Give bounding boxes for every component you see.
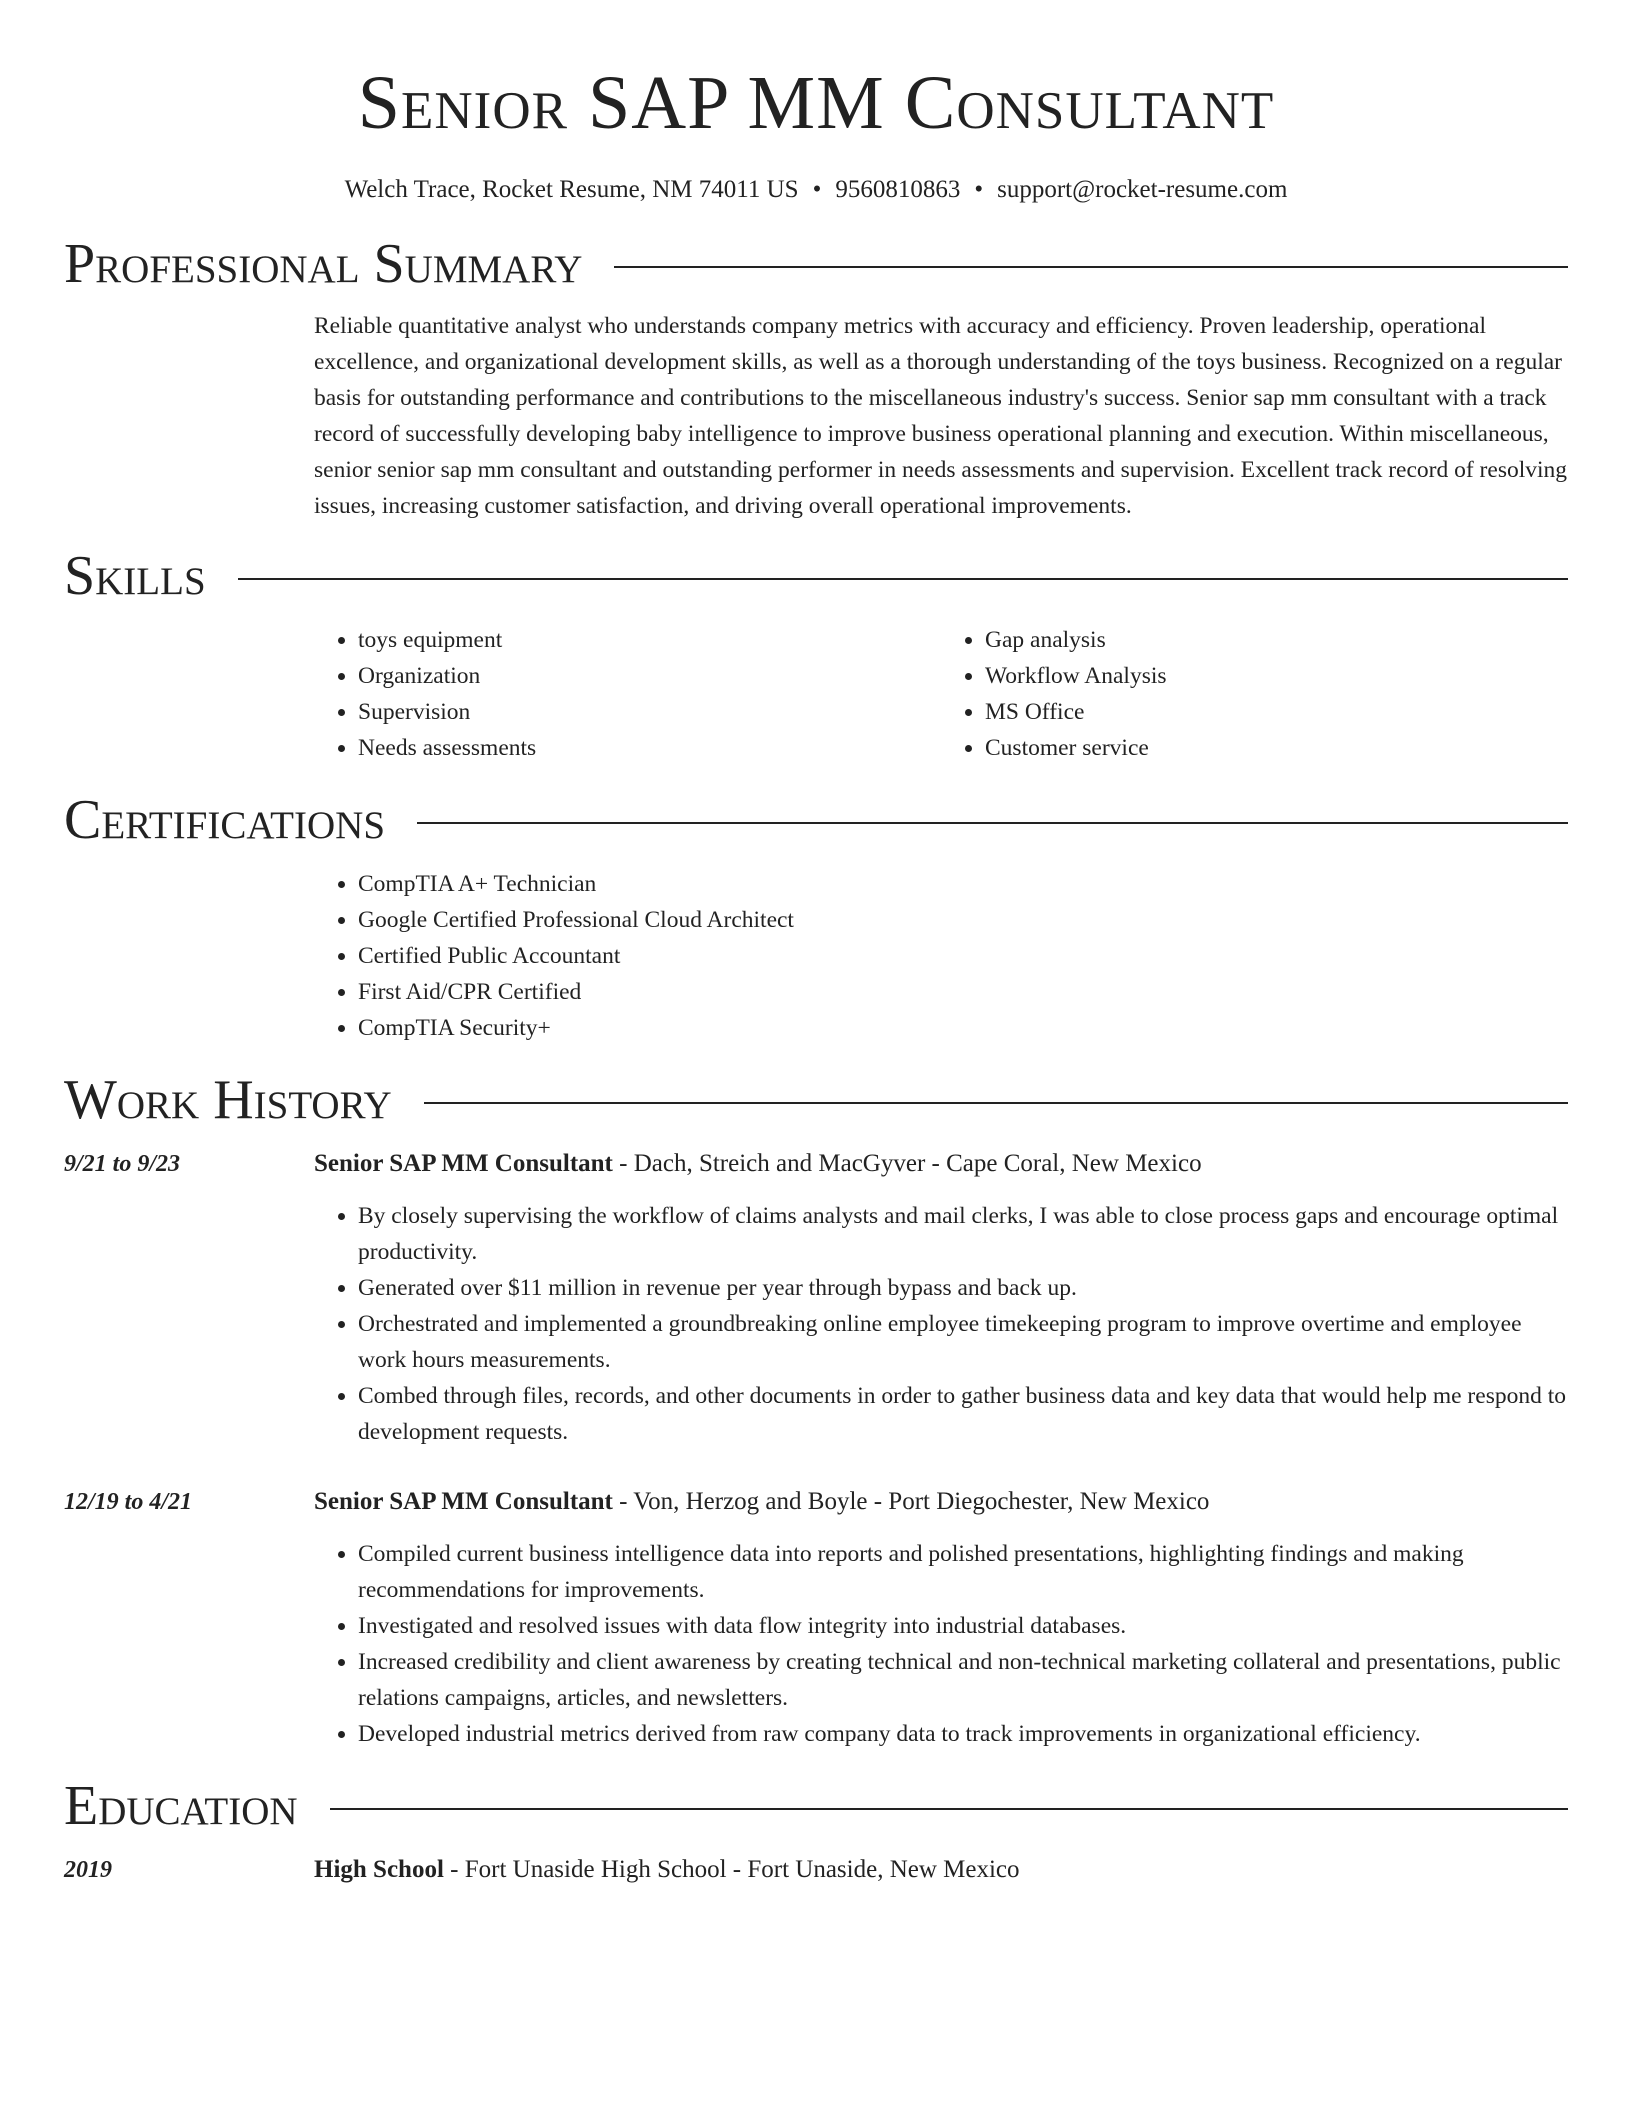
job-bullet: • Combed through files, records, and other documents in order to gather business data and key data that would help me respond to development requests. bbox=[358, 1378, 1568, 1450]
job-title: Senior SAP MM Consultant bbox=[314, 1150, 613, 1177]
section-divider bbox=[614, 266, 1568, 268]
education-line bbox=[314, 1852, 1020, 1888]
work-heading bbox=[64, 1068, 1568, 1132]
certifications-heading bbox=[64, 788, 1568, 852]
certification-item: • Certified Public Accountant bbox=[358, 938, 1568, 974]
summary-heading-text: Professional Summary bbox=[64, 233, 583, 295]
job-employer: - Dach, Streich and MacGyver - Cape Coral, New Mexico bbox=[612, 1150, 1202, 1177]
education-degree: High School bbox=[314, 1856, 444, 1883]
skill-item: • Supervision bbox=[358, 694, 941, 730]
job-dates: 9/21 to 9/23 bbox=[64, 1151, 181, 1177]
skills-list-left bbox=[314, 622, 941, 766]
work-heading-text: Work History bbox=[64, 1069, 392, 1131]
job-title-line bbox=[314, 1146, 1202, 1182]
skill-item: • Customer service bbox=[985, 730, 1568, 766]
job-bullet: • By closely supervising the workflow of claims analysts and mail clerks, I was able to close process gaps and encourage optimal productivity. bbox=[358, 1198, 1568, 1270]
contact-address: Welch Trace, Rocket Resume, NM 74011 US bbox=[344, 176, 799, 203]
resume-page bbox=[64, 0, 1568, 1888]
job-bullets bbox=[314, 1198, 1568, 1450]
job-bullet-list bbox=[314, 1536, 1568, 1752]
job-entry bbox=[64, 1484, 1568, 1752]
job-bullet-list bbox=[314, 1198, 1568, 1450]
education-entry bbox=[64, 1852, 1568, 1888]
job-header bbox=[64, 1484, 1568, 1520]
job-bullet: • Increased credibility and client awareness by creating technical and non-technical marketing collateral and presentations, public relations campaigns, articles, and newsletters. bbox=[358, 1644, 1568, 1716]
skills-heading bbox=[64, 544, 1568, 608]
certifications-heading-text: Certifications bbox=[64, 789, 386, 851]
certification-item: • CompTIA Security+ bbox=[358, 1010, 1568, 1046]
certification-item: • First Aid/CPR Certified bbox=[358, 974, 1568, 1010]
job-header bbox=[64, 1146, 1568, 1182]
section-divider bbox=[424, 1102, 1568, 1104]
skill-item: • toys equipment bbox=[358, 622, 941, 658]
certification-item: • Google Certified Professional Cloud Architect bbox=[358, 902, 1568, 938]
job-employer: - Von, Herzog and Boyle - Port Diegochester, New Mexico bbox=[612, 1488, 1210, 1515]
summary-section bbox=[64, 232, 1568, 524]
skill-item: • Workflow Analysis bbox=[985, 658, 1568, 694]
contact-separator: • bbox=[812, 176, 822, 203]
work-section bbox=[64, 1068, 1568, 1752]
summary-text: Reliable quantitative analyst who understands company metrics with accuracy and efficiency. Proven leadership, operational excellence, and organizational development skills, as well as a thorough understanding of the toys business. Recognized on a regular basis for outstanding performance and contributions to the miscellaneous industry's success. Senior sap mm consultant with a track record of successfully developing baby intelligence to improve business operational planning and execution. Within miscellaneous, senior senior sap mm consultant and outstanding performer in needs assessments and supervision. Excellent track record of resolving issues, increasing customer satisfaction, and driving overall operational improvements. bbox=[314, 313, 1568, 519]
skill-item: • MS Office bbox=[985, 694, 1568, 730]
job-bullet: • Investigated and resolved issues with data flow integrity into industrial databases. bbox=[358, 1608, 1568, 1644]
job-entry bbox=[64, 1146, 1568, 1450]
job-title-line bbox=[314, 1484, 1209, 1520]
contact-email: support@rocket-resume.com bbox=[997, 176, 1288, 203]
job-bullet: • Generated over $11 million in revenue per year through bypass and back up. bbox=[358, 1270, 1568, 1306]
education-year: 2019 bbox=[64, 1857, 112, 1883]
section-divider bbox=[238, 578, 1568, 580]
skill-item: • Organization bbox=[358, 658, 941, 694]
section-divider bbox=[417, 822, 1568, 824]
summary-content bbox=[314, 308, 1568, 524]
skill-item: • Gap analysis bbox=[985, 622, 1568, 658]
education-heading-text: Education bbox=[64, 1775, 298, 1837]
skills-grid bbox=[314, 622, 1568, 766]
contact-separator: • bbox=[974, 176, 984, 203]
certifications-list bbox=[314, 866, 1568, 1046]
job-bullets bbox=[314, 1536, 1568, 1752]
contact-line bbox=[64, 174, 1568, 206]
education-heading bbox=[64, 1774, 1568, 1838]
job-bullet: • Orchestrated and implemented a groundbreaking online employee timekeeping program to improve overtime and employee work hours measurements. bbox=[358, 1306, 1568, 1378]
certifications-content bbox=[314, 866, 1568, 1046]
certification-item: • CompTIA A+ Technician bbox=[358, 866, 1568, 902]
education-school: - Fort Unaside High School - Fort Unaside, New Mexico bbox=[443, 1856, 1020, 1883]
section-divider bbox=[330, 1808, 1568, 1810]
contact-phone: 9560810863 bbox=[835, 176, 961, 203]
summary-heading bbox=[64, 232, 1568, 296]
resume-name: Senior SAP MM Consultant bbox=[357, 61, 1275, 145]
job-dates: 12/19 to 4/21 bbox=[64, 1489, 193, 1515]
skills-section bbox=[64, 544, 1568, 766]
skills-list-right bbox=[941, 622, 1568, 766]
job-bullet: • Compiled current business intelligence data into reports and polished presentations, highlighting findings and making recommendations for improvements. bbox=[358, 1536, 1568, 1608]
skill-item: • Needs assessments bbox=[358, 730, 941, 766]
certifications-section bbox=[64, 788, 1568, 1046]
education-section bbox=[64, 1774, 1568, 1888]
job-title: Senior SAP MM Consultant bbox=[314, 1488, 613, 1515]
job-bullet: • Developed industrial metrics derived from raw company data to track improvements in organizational efficiency. bbox=[358, 1716, 1568, 1752]
skills-heading-text: Skills bbox=[64, 545, 206, 607]
